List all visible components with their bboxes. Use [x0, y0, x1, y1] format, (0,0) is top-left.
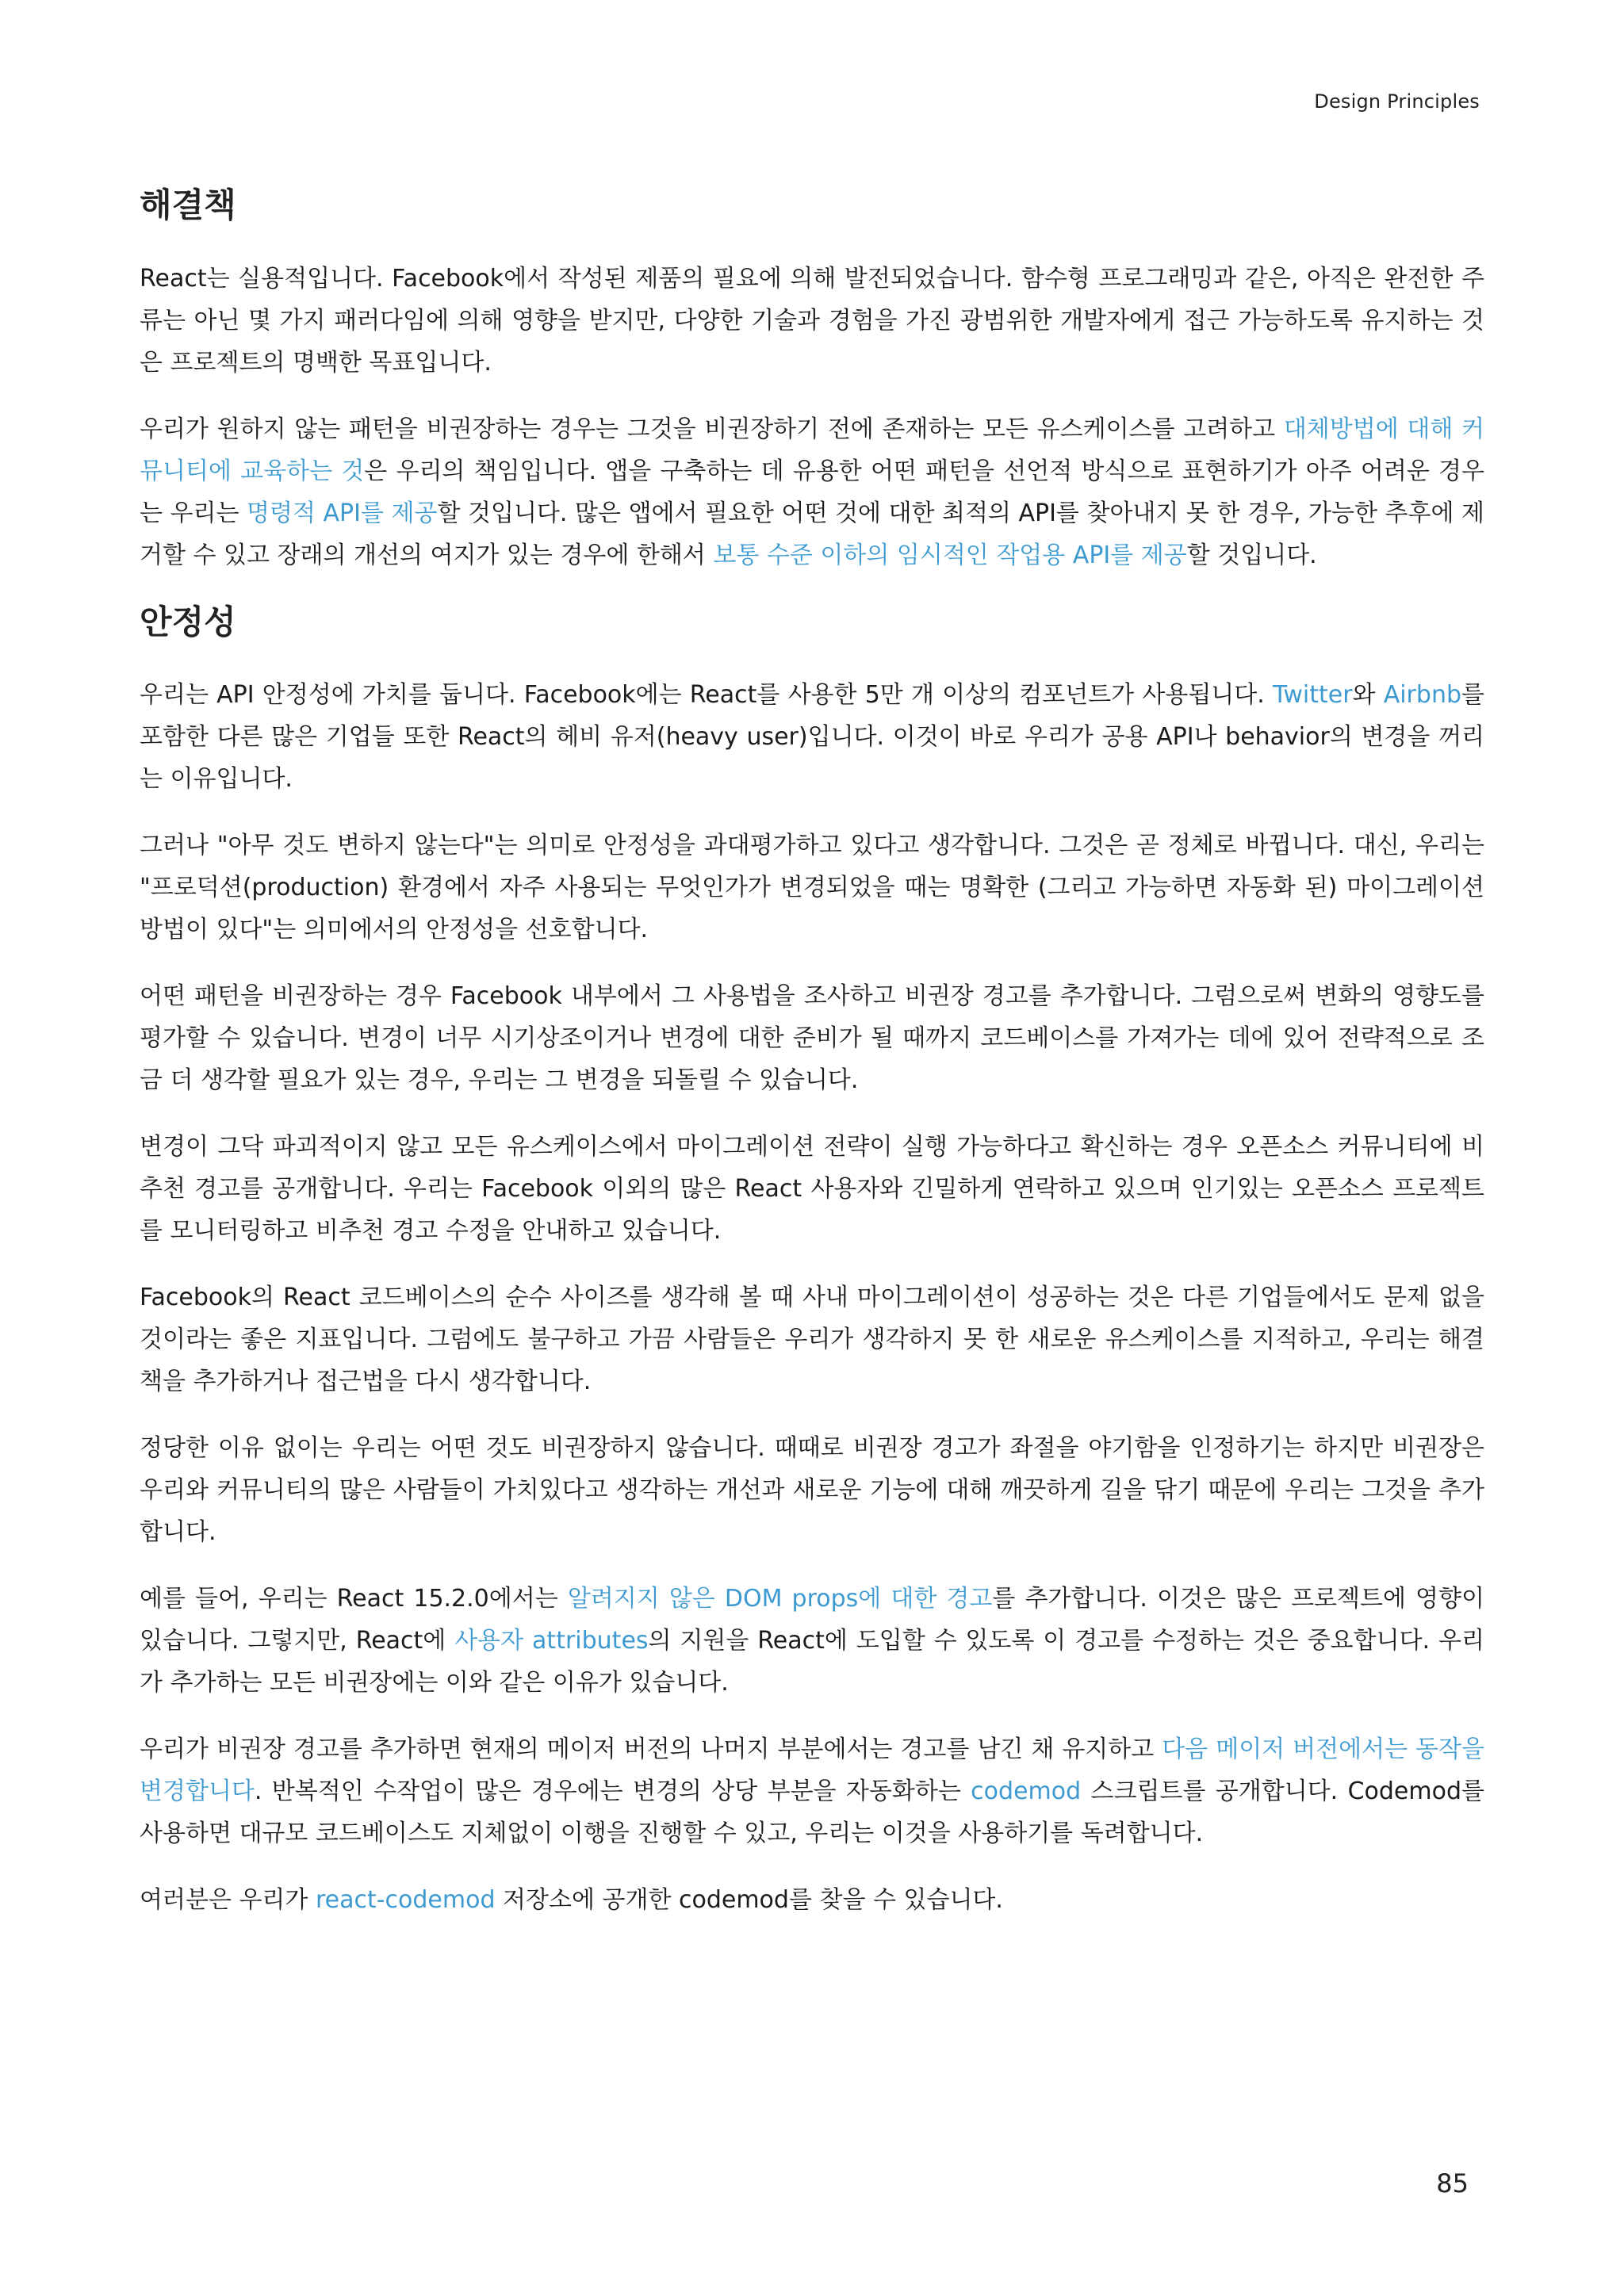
inline-link[interactable]: codemod [971, 1777, 1082, 1806]
paragraph-text: 스크립트를 공개합니다. Codemod를 사용하면 대규모 코드베이스도 지체없이 이행을 진행할 수 있고, 우리는 이것을 사용하기를 독려합니다. [140, 1777, 1484, 1848]
paragraph-text: 우리가 원하지 않는 패턴을 비권장하는 경우는 그것을 비권장하기 전에 존재하는 모든 유스케이스를 고려하고 [140, 415, 1284, 443]
paragraph [140, 1728, 1484, 1854]
inline-link[interactable]: 명령적 API를 제공 [247, 499, 438, 527]
paragraph-text: 우리가 비권장 경고를 추가하면 현재의 메이저 버전의 나머지 부분에서는 경고를 남긴 채 유지하고 [140, 1735, 1162, 1764]
paragraph [140, 258, 1484, 384]
paragraph [140, 1578, 1484, 1704]
inline-link[interactable]: Airbnb [1383, 681, 1461, 710]
section-body [140, 674, 1484, 1921]
paragraph-text: 변경이 그닥 파괴적이지 않고 모든 유스케이스에서 마이그레이션 전략이 실행 가능하다고 확신하는 경우 오픈소스 커뮤니티에 비추천 경고를 공개합니다. 우리는 Facebook 이외의 많은 React 사용자와 긴밀하게 연락하고 있으며 인기있는 오픈소스 프로젝트를 모니터링하고 비추천 경고 수정을 안내하고 있습니다. [140, 1133, 1484, 1246]
paragraph-text: 정당한 이유 없이는 우리는 어떤 것도 비권장하지 않습니다. 때때로 비권장 경고가 좌절을 야기함을 인정하기는 하지만 비권장은 우리와 커뮤니티의 많은 사람들이 가치있다고 생각하는 개선과 새로운 기능에 대해 깨끗하게 길을 닦기 때문에 우리는 그것을 추가합니다. [140, 1434, 1484, 1547]
paragraph-text: 예를 들어, 우리는 React 15.2.0에서는 [140, 1585, 568, 1613]
section-heading: 안정성 [140, 602, 236, 641]
paragraph-text: 를 포함한 다른 많은 기업들 또한 React의 헤비 유저(heavy user)입니다. 이것이 바로 우리가 공용 API나 behavior의 변경을 꺼리는 이유입니다. [140, 681, 1484, 794]
paragraph-text: 우리는 API 안정성에 가치를 둡니다. Facebook에는 React를 사용한 5만 개 이상의 컴포넌트가 사용됩니다. [140, 681, 1273, 710]
paragraph-text: . 반복적인 수작업이 많은 경우에는 변경의 상당 부분을 자동화하는 [254, 1777, 971, 1806]
paragraph-text: 할 것입니다. [1186, 541, 1317, 569]
paragraph-text: 그러나 "아무 것도 변하지 않는다"는 의미로 안정성을 과대평가하고 있다고 생각합니다. 그것은 곧 정체로 바뀝니다. 대신, 우리는 "프로덕션(production) 환경에서 자주 사용되는 무엇인가가 변경되었을 때는 명확한 (그리고 가능하면 자동화 된) 마이그레이션 방법이 있다"는 의미에서의 안정성을 선호합니다. [140, 832, 1484, 944]
paragraph-text: 저장소에 공개한 codemod를 찾을 수 있습니다. [495, 1886, 1003, 1915]
inline-link[interactable]: 사용자 attributes [454, 1627, 649, 1655]
inline-link[interactable]: 보통 수준 이하의 임시적인 작업용 API를 제공 [713, 541, 1187, 569]
paragraph [140, 1126, 1484, 1252]
paragraph [140, 1879, 1484, 1921]
section-heading: 해결책 [140, 186, 236, 224]
paragraph [140, 408, 1484, 576]
paragraph-text: 를 추가합니다. 이것은 많은 프로젝트에 영향이 있습니다. 그렇지만, React에 [140, 1585, 1484, 1655]
inline-link[interactable]: react-codemod [315, 1886, 496, 1915]
paragraph [140, 975, 1484, 1101]
page-body [140, 184, 1484, 1946]
paragraph [140, 674, 1484, 800]
paragraph-text: 와 [1352, 681, 1384, 710]
paragraph-text: Facebook의 React 코드베이스의 순수 사이즈를 생각해 볼 때 사내 마이그레이션이 성공하는 것은 다른 기업들에서도 문제 없을 것이라는 좋은 지표입니다. 그럼에도 불구하고 가끔 사람들은 우리가 생각하지 못 한 새로운 유스케이스를 지적하고, 우리는 해결책을 추가하거나 접근법을 다시 생각합니다. [140, 1284, 1484, 1396]
paragraph-text: 할 것입니다. 많은 앱에서 필요한 어떤 것에 대한 최적의 API를 찾아내지 못 한 경우, 가능한 추후에 제거할 수 있고 장래의 개선의 여지가 있는 경우에 한해서 [140, 499, 1484, 569]
paragraph-text: 은 우리의 책임입니다. 앱을 구축하는 데 유용한 어떤 패턴을 선언적 방식으로 표현하기가 아주 어려운 경우는 우리는 [140, 457, 1484, 527]
paragraph-text: 여러분은 우리가 [140, 1886, 316, 1915]
inline-link[interactable]: Twitter [1272, 681, 1353, 710]
paragraph-text: 어떤 패턴을 비권장하는 경우 Facebook 내부에서 그 사용법을 조사하고 비권장 경고를 추가합니다. 그럼으로써 변화의 영향도를 평가할 수 있습니다. 변경이 너무 시기상조이거나 변경에 대한 준비가 될 때까지 코드베이스를 가져가는 데에 있어 전략적으로 조금 더 생각할 필요가 있는 경우, 우리는 그 변경을 되돌릴 수 있습니다. [140, 982, 1484, 1095]
paragraph-text: React는 실용적입니다. Facebook에서 작성된 제품의 필요에 의해 발전되었습니다. 함수형 프로그래밍과 같은, 아직은 완전한 주류는 아닌 몇 가지 패러다임에 의해 영향을 받지만, 다양한 기술과 경험을 가진 광범위한 개발자에게 접근 가능하도록 유지하는 것은 프로젝트의 명백한 목표입니다. [140, 264, 1484, 377]
paragraph [140, 1276, 1484, 1402]
paragraph [140, 1427, 1484, 1553]
paragraph [140, 825, 1484, 951]
inline-link[interactable]: 알려지지 않은 DOM props에 대한 경고 [567, 1585, 993, 1613]
running-header-title: Design Principles [1314, 90, 1480, 113]
section-body [140, 258, 1484, 576]
paragraph-text: 의 지원을 React에 도입할 수 있도록 이 경고를 수정하는 것은 중요합니다. 우리가 추가하는 모든 비권장에는 이와 같은 이유가 있습니다. [140, 1627, 1484, 1697]
page-number: 85 [1436, 2168, 1469, 2198]
inline-link[interactable]: 다음 메이저 버전에서는 동작을 변경합니다 [140, 1735, 1484, 1806]
inline-link[interactable]: 대체방법에 대해 커뮤니티에 교육하는 것 [140, 415, 1484, 485]
